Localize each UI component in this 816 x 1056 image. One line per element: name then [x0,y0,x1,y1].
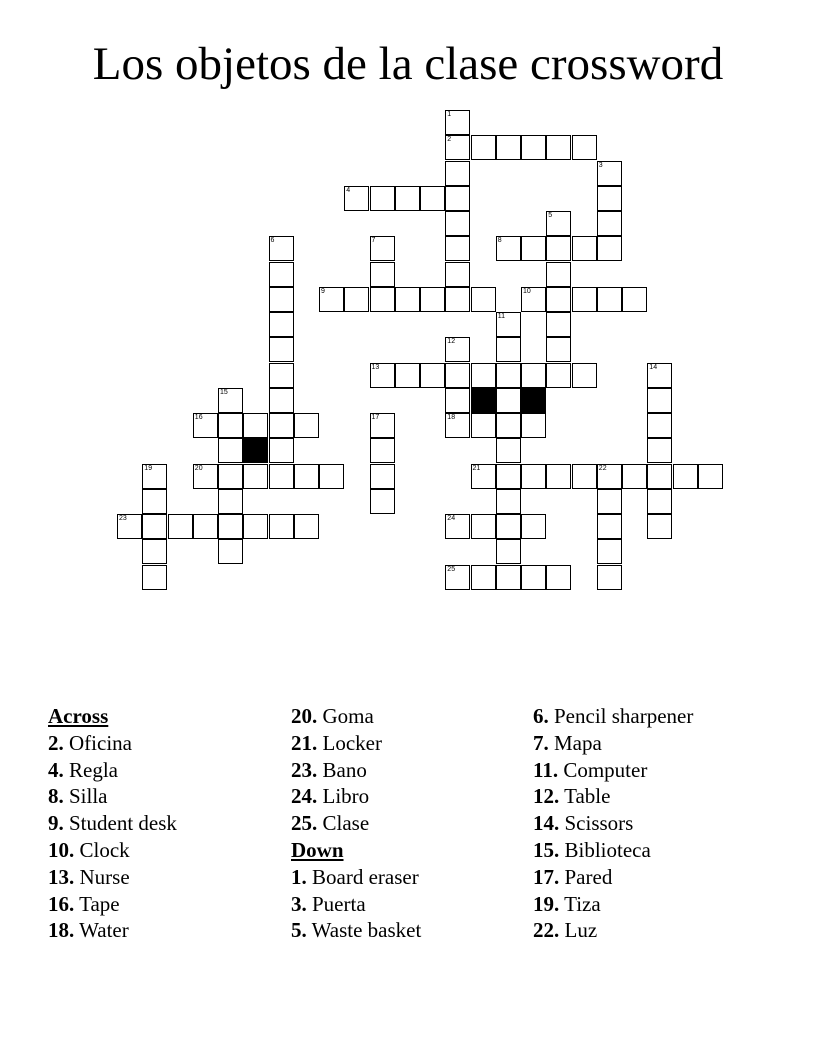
down-clue [533,757,693,784]
crossword-cell[interactable] [445,388,470,413]
down-clue [533,837,693,864]
crossword-cell[interactable] [521,565,546,590]
clue-text: Mapa [548,730,602,755]
crossword-cell[interactable] [521,363,546,388]
crossword-cell[interactable] [370,287,395,312]
crossword-cell[interactable] [647,489,672,514]
cell-number: 17 [371,414,380,421]
crossword-block [471,388,496,413]
crossword-cell[interactable] [546,363,571,388]
cell-number: 22 [598,464,607,472]
crossword-cell[interactable] [168,514,193,539]
crossword-cell[interactable] [496,565,521,590]
down-clue [533,730,693,757]
cell-number: 23 [119,515,127,522]
cell-number: 21 [472,464,481,472]
clue-text: Puerta [306,891,366,916]
crossword-cell[interactable] [597,514,622,539]
cell-number: 7 [371,237,376,245]
crossword-cell[interactable] [471,413,496,438]
crossword-cell[interactable] [142,464,167,489]
crossword-cell[interactable] [294,464,319,489]
crossword-cell[interactable] [117,514,142,539]
crossword-cell[interactable] [597,489,622,514]
clue-number: 23. [291,757,318,782]
clue-number: 10. [48,837,75,862]
across-clue [48,917,177,944]
cell-number: 14 [649,363,658,371]
crossword-cell[interactable] [521,236,546,261]
crossword-cell[interactable] [269,262,294,287]
crossword-cell[interactable] [622,287,647,312]
crossword-cell[interactable] [622,464,647,489]
crossword-cell[interactable] [269,464,294,489]
crossword-cell[interactable] [496,489,521,514]
crossword-cell[interactable] [142,565,167,590]
crossword-cell[interactable] [445,161,470,186]
crossword-cell[interactable] [445,211,470,236]
cell-number: 1 [447,111,452,118]
crossword-cell[interactable] [269,363,294,388]
down-heading: Down [291,837,344,862]
clue-text: Waste basket [306,918,422,943]
cell-number: 15 [220,388,228,396]
crossword-cell[interactable] [597,539,622,564]
crossword-cell[interactable] [471,464,496,489]
cell-number: 24 [447,515,456,522]
crossword-cell[interactable] [471,287,496,312]
crossword-cell[interactable] [269,287,294,312]
cell-number: 3 [598,161,603,169]
clue-number: 21. [291,730,318,755]
crossword-cell[interactable] [597,464,622,489]
across-clue [291,730,421,757]
crossword-cell[interactable] [546,337,571,362]
crossword-block [521,388,546,413]
crossword-cell[interactable] [269,413,294,438]
cell-number: 11 [497,313,506,320]
crossword-block [243,438,268,463]
crossword-cell[interactable] [445,135,470,160]
cell-number: 10 [523,287,531,295]
crossword-cell[interactable] [496,236,521,261]
crossword-cell[interactable] [572,287,597,312]
clue-text: Goma [317,704,374,728]
clue-text: Pencil sharpener [548,704,694,728]
crossword-cell[interactable] [546,262,571,287]
clue-text: Scissors [559,811,634,836]
clue-number: 2. [48,730,64,755]
crossword-cell[interactable] [445,186,470,211]
crossword-cell[interactable] [597,236,622,261]
clue-text: Table [559,784,611,809]
crossword-cell[interactable] [395,186,420,211]
crossword-cell[interactable] [521,514,546,539]
down-clue [533,864,693,891]
cell-number: 13 [371,363,380,371]
crossword-cell[interactable] [420,363,445,388]
clue-number: 19. [533,891,560,916]
crossword-cell[interactable] [496,464,521,489]
down-clue [291,891,421,918]
clue-text: Student desk [63,811,177,836]
crossword-cell[interactable] [647,438,672,463]
crossword-cell[interactable] [420,287,445,312]
clue-text: Clase [317,811,370,836]
crossword-cell[interactable] [218,388,243,413]
crossword-cell[interactable] [572,135,597,160]
crossword-cell[interactable] [572,236,597,261]
crossword-cell[interactable] [471,565,496,590]
clue-text: Bano [317,757,367,782]
clue-number: 8. [48,784,64,809]
crossword-cell[interactable] [319,287,344,312]
across-clue [48,864,177,891]
crossword-cell[interactable] [269,514,294,539]
across-clue [48,837,177,864]
clue-column-1 [48,703,177,944]
crossword-cell[interactable] [445,363,470,388]
crossword-cell[interactable] [496,312,521,337]
crossword-cell[interactable] [395,287,420,312]
crossword-cell[interactable] [370,413,395,438]
crossword-cell[interactable] [269,388,294,413]
across-clue [48,891,177,918]
crossword-cell[interactable] [370,464,395,489]
clue-number: 20. [291,704,318,728]
crossword-cell[interactable] [496,539,521,564]
crossword-cell[interactable] [370,236,395,261]
across-clue [48,810,177,837]
crossword-cell[interactable] [370,489,395,514]
crossword-cell[interactable] [546,312,571,337]
across-clue [291,703,421,730]
crossword-cell[interactable] [142,539,167,564]
across-clue [48,783,177,810]
crossword-cell[interactable] [218,539,243,564]
crossword-cell[interactable] [597,287,622,312]
cell-number: 12 [447,338,456,346]
clue-text: Nurse [74,864,130,889]
clue-number: 16. [48,891,75,916]
clue-number: 1. [291,864,307,889]
crossword-cell[interactable] [521,413,546,438]
page-title: Los objetos de la clase crossword [92,38,724,90]
clue-column-3 [533,703,693,944]
down-clue [291,917,421,944]
crossword-cell[interactable] [269,236,294,261]
down-clue [533,917,693,944]
cell-number: 16 [194,414,203,421]
clue-text: Biblioteca [559,837,651,862]
crossword-cell[interactable] [647,363,672,388]
crossword-cell[interactable] [370,186,395,211]
crossword-cell[interactable] [294,514,319,539]
crossword-cell[interactable] [496,514,521,539]
clue-text: Tape [74,891,120,916]
crossword-cell[interactable] [445,287,470,312]
down-clue [533,703,693,730]
crossword-cell[interactable] [344,186,369,211]
crossword-cell[interactable] [597,186,622,211]
clue-number: 25. [291,811,318,836]
crossword-cell[interactable] [319,464,344,489]
crossword-cell[interactable] [142,489,167,514]
crossword-cell[interactable] [521,287,546,312]
cell-number: 9 [321,287,325,295]
crossword-cell[interactable] [193,514,218,539]
clue-number: 17. [533,864,560,889]
crossword-cell[interactable] [269,312,294,337]
crossword-cell[interactable] [496,413,521,438]
clue-number: 4. [48,757,64,782]
crossword-cell[interactable] [647,388,672,413]
crossword-cell[interactable] [647,464,672,489]
clue-text: Computer [558,757,648,782]
down-clue [533,891,693,918]
cell-number: 2 [447,136,452,144]
clue-text: Locker [317,730,382,755]
crossword-cell[interactable] [243,464,268,489]
clue-text: Pared [559,864,613,889]
clue-number: 6. [533,704,549,728]
crossword-cell[interactable] [546,287,571,312]
crossword-cell[interactable] [445,565,470,590]
crossword-cell[interactable] [496,337,521,362]
crossword-cell[interactable] [471,363,496,388]
crossword-cell[interactable] [370,363,395,388]
across-clue [291,783,421,810]
crossword-cell[interactable] [647,514,672,539]
cell-number: 5 [548,212,553,219]
crossword-cell[interactable] [218,489,243,514]
crossword-cell[interactable] [572,464,597,489]
down-clue [533,783,693,810]
clue-number: 11. [533,757,559,782]
clue-number: 14. [533,811,560,836]
across-heading: Across [48,704,109,728]
cell-number: 6 [270,237,275,245]
cell-number: 18 [447,414,456,421]
clue-text: Board eraser [306,864,419,889]
clue-text: Luz [559,918,598,943]
across-clue [48,730,177,757]
crossword-cell[interactable] [445,236,470,261]
clue-number: 7. [533,730,549,755]
crossword-cell[interactable] [269,337,294,362]
clue-text: Libro [317,784,370,809]
clue-number: 18. [48,918,75,943]
across-clue [291,757,421,784]
crossword-cell[interactable] [193,464,218,489]
crossword-cell[interactable] [218,413,243,438]
crossword-cell[interactable] [193,413,218,438]
crossword-cell[interactable] [546,464,571,489]
crossword-cell[interactable] [294,413,319,438]
crossword-cell[interactable] [243,413,268,438]
crossword-cell[interactable] [243,514,268,539]
clue-text: Clock [74,837,130,862]
clue-number: 5. [291,918,307,943]
down-clue [291,864,421,891]
crossword-cell[interactable] [142,514,167,539]
crossword-cell[interactable] [445,514,470,539]
crossword-cell[interactable] [597,161,622,186]
crossword-cell[interactable] [698,464,723,489]
cell-number: 25 [447,565,456,573]
crossword-cell[interactable] [445,262,470,287]
crossword-cell[interactable] [471,135,496,160]
crossword-cell[interactable] [344,287,369,312]
crossword-cell[interactable] [496,438,521,463]
crossword-cell[interactable] [445,337,470,362]
clue-number: 22. [533,918,560,943]
clue-text: Tiza [559,891,601,916]
crossword-cell[interactable] [546,135,571,160]
clue-column-2 [291,703,421,944]
crossword-cell[interactable] [445,413,470,438]
crossword-cell[interactable] [521,135,546,160]
clue-number: 15. [533,837,560,862]
crossword-cell[interactable] [471,514,496,539]
crossword-cell[interactable] [597,211,622,236]
clue-number: 12. [533,784,560,809]
cell-number: 20 [194,464,203,472]
cell-number: 8 [497,237,502,245]
clue-text: Oficina [63,730,132,755]
crossword-cell[interactable] [546,565,571,590]
clue-text: Regla [63,757,118,782]
crossword-cell[interactable] [218,514,243,539]
crossword-cell[interactable] [572,363,597,388]
crossword-cell[interactable] [546,211,571,236]
crossword-cell[interactable] [420,186,445,211]
crossword-cell[interactable] [496,135,521,160]
cell-number: 4 [346,186,351,194]
crossword-cell[interactable] [546,236,571,261]
crossword-cell[interactable] [370,438,395,463]
crossword-cell[interactable] [370,262,395,287]
crossword-cell[interactable] [496,363,521,388]
clue-text: Silla [63,784,108,809]
crossword-cell[interactable] [218,464,243,489]
crossword-cell[interactable] [269,438,294,463]
clue-number: 24. [291,784,318,809]
crossword-cell[interactable] [597,565,622,590]
across-clue [291,810,421,837]
crossword-cell[interactable] [395,363,420,388]
across-clue [48,757,177,784]
clue-number: 13. [48,864,75,889]
crossword-cell[interactable] [496,388,521,413]
crossword-cell[interactable] [445,110,470,135]
cell-number: 19 [144,464,153,472]
down-clue [533,810,693,837]
clue-text: Water [74,918,129,943]
crossword-cell[interactable] [673,464,698,489]
crossword-cell[interactable] [521,464,546,489]
clue-number: 9. [48,811,64,836]
crossword-cell[interactable] [647,413,672,438]
crossword-cell[interactable] [218,438,243,463]
clue-number: 3. [291,891,307,916]
